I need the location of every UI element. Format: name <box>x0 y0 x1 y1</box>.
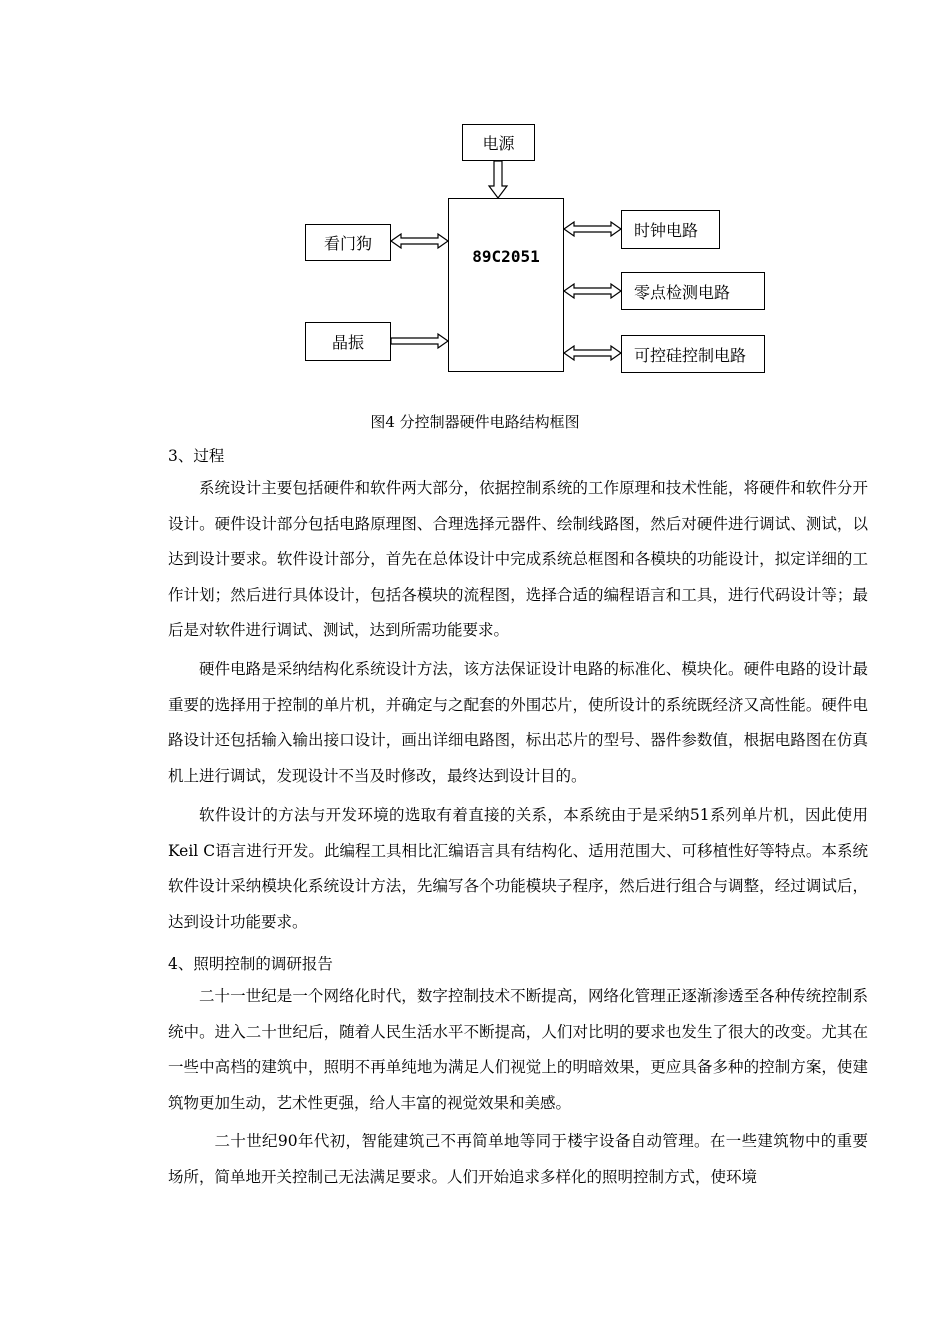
crystal-box: 晶振 <box>305 322 391 361</box>
section-3-paragraph-1: 系统设计主要包括硬件和软件两大部分，依据控制系统的工作原理和技术性能，将硬件和软件分开设计。硬件设计部分包括电路原理图、合理选择元器件、绘制线路图，然后对硬件进行调试、测试，以达到设计要求。软件设计部分，首先在总体设计中完成系统总框图和各模块的功能设计，拟定详细的工作计划；然后进行具体设计，包括各模块的流程图，选择合适的编程语言和工具，进行代码设计等；最后是对软件进行调试、测试，达到所需功能要求。 <box>168 479 868 640</box>
scr-bidirectional-arrow <box>564 346 621 360</box>
watchdog-bidirectional-arrow <box>391 234 448 248</box>
power-arrow <box>489 161 507 198</box>
watchdog-box: 看门狗 <box>305 224 391 261</box>
crystal-arrow <box>391 334 448 348</box>
section-3-heading: 3、过程 <box>168 447 225 465</box>
mcu-box: 89C2051 <box>448 198 564 372</box>
section-4-paragraph-2: 二十世纪90年代初，智能建筑己不再简单地等同于楼宇设备自动管理。在一些建筑物中的重要场所，简单地开关控制己无法满足要求。人们开始追求多样化的照明控制方式，使环境 <box>168 1132 868 1186</box>
section-3-paragraph-2: 硬件电路是采纳结构化系统设计方法，该方法保证设计电路的标准化、模块化。硬件电路的设计最重要的选择用于控制的单片机，并确定与之配套的外围芯片，使所设计的系统既经济又高性能。硬件电路设计还包括输入输出接口设计，画出详细电路图，标出芯片的型号、器件参数值，根据电路图在仿真机上进行调试，发现设计不当及时修改，最终达到设计目的。 <box>168 660 868 785</box>
section-3-paragraph-3: 软件设计的方法与开发环境的选取有着直接的关系，本系统由于是采纳51系列单片机，因此使用Keil C语言进行开发。此编程工具相比汇编语言具有结构化、适用范围大、可移植性好等特点。本系统软件设计采纳模块化系统设计方法，先编写各个功能模块子程序，然后进行组合与调整，经过调试后，达到设计功能要求。 <box>168 806 868 931</box>
section-4-heading: 4、照明控制的调研报告 <box>168 955 333 973</box>
clock-bidirectional-arrow <box>564 222 621 236</box>
section-4-paragraph-1: 二十一世纪是一个网络化时代，数字控制技术不断提高，网络化管理正逐渐渗透至各种传统控制系统中。进入二十世纪后，随着人民生活水平不断提高，人们对比明的要求也发生了很大的改变。尤其在一些中高档的建筑中，照明不再单纯地为满足人们视觉上的明暗效果，更应具备多种的控制方案，使建筑物更加生动，艺术性更强，给人丰富的视觉效果和美感。 <box>168 987 868 1112</box>
scr-control-box: 可控硅控制电路 <box>621 335 765 373</box>
block-diagram <box>0 0 950 400</box>
zero-detect-bidirectional-arrow <box>564 284 621 298</box>
figure-caption: 图4 分控制器硬件电路结构框图 <box>370 413 580 431</box>
power-box: 电源 <box>462 124 535 161</box>
zero-detect-box: 零点检测电路 <box>621 272 765 310</box>
clock-circuit-box: 时钟电路 <box>621 210 720 249</box>
